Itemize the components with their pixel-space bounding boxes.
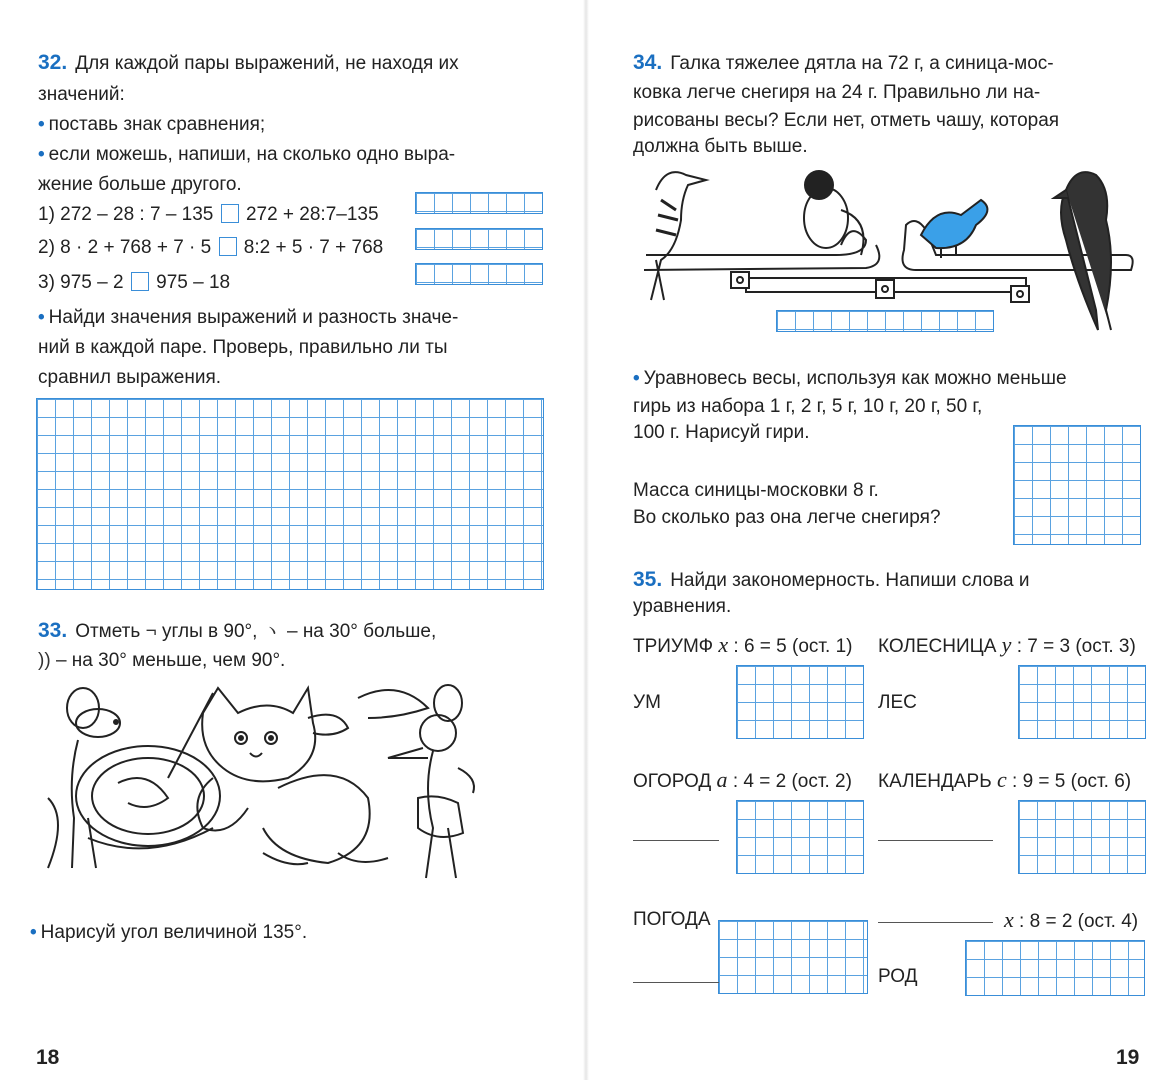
right-angle-mark-icon: ¬ (145, 621, 157, 642)
expression-2-left: 2) 8 · 2 + 768 + 7 · 5 (38, 237, 212, 258)
page-number-left: 18 (36, 1046, 60, 1069)
bullet-icon: • (38, 114, 45, 135)
task34-mass-line2: Во сколько раз она легче снегиря? (633, 507, 941, 528)
answer-grid-3[interactable] (415, 263, 543, 285)
task35-line2: уравнения. (633, 596, 732, 617)
task35-text: Найди закономерность. Напиши слова и (670, 570, 1030, 591)
task32-work-grid[interactable] (36, 398, 544, 590)
expression-row-1 (38, 200, 379, 230)
task32-line2: значений: (38, 84, 125, 105)
um-answer-grid[interactable] (736, 665, 864, 739)
task32-bullet3-cont2: сравнил выражения. (38, 367, 222, 388)
task32-bullet3 (38, 303, 458, 333)
task32-line1 (38, 48, 459, 79)
task34-line3: рисованы весы? Если нет, отметь чашу, которая (633, 110, 1060, 131)
task33-bullet1-text: Нарисуй угол величиной 135°. (40, 922, 308, 943)
word-triumf-equation (633, 630, 852, 662)
bullet-icon: • (633, 368, 640, 389)
task34-bullet1 (633, 364, 1067, 394)
task35-number: 35. (633, 568, 663, 591)
var-y: y (1001, 632, 1012, 657)
task34-bullet1-text: Уравновесь весы, используя как можно меньше (643, 368, 1067, 389)
page-right (586, 0, 1172, 1080)
ogorod-answer-grid[interactable] (736, 800, 864, 874)
task32-bullet3-text: Найди значения выражений и разность значе- (48, 307, 459, 328)
equation-5-line (1004, 905, 1138, 937)
task33-text-d: – на 30° меньше, чем 90°. (55, 650, 286, 671)
expression-row-3 (38, 268, 230, 298)
var-x-1: x (718, 632, 729, 657)
word-um: УМ (633, 692, 661, 713)
word-kalendar: КАЛЕНДАРЬ (878, 771, 992, 792)
word-triumf: ТРИУМФ (633, 636, 714, 657)
task34-text: Галка тяжелее дятла на 72 г, а синица-мос- (670, 53, 1054, 74)
acute-angle-mark-icon: )) (38, 650, 51, 671)
kalendar-answer-grid[interactable] (1018, 800, 1146, 874)
task34-number: 34. (633, 51, 663, 74)
word-rod: РОД (878, 966, 918, 987)
task34-bullet1-cont2: 100 г. Нарисуй гири. (633, 422, 810, 443)
word-blank-2[interactable] (878, 840, 993, 841)
pogoda-answer-grid[interactable] (718, 920, 868, 994)
answer-grid-1[interactable] (415, 192, 543, 214)
equation-3: : 4 = 2 (ост. 2) (727, 771, 852, 792)
task32-bullet1 (38, 110, 265, 140)
task32-bullet2 (38, 140, 455, 170)
task34-line1 (633, 48, 1054, 79)
task34-mass-line1: Масса синицы-московки 8 г. (633, 480, 879, 501)
word-blank-1[interactable] (633, 840, 719, 841)
task32-bullet1-text: поставь знак сравнения; (48, 114, 266, 135)
word-kolesnitsa: КОЛЕСНИЦА (878, 636, 997, 657)
task34-line2: ковка легче снегиря на 24 г. Правильно ли на- (633, 82, 1041, 103)
task32-bullet3-cont1: ний в каждой паре. Проверь, правильно ли ты (38, 337, 448, 358)
expression-1-left: 1) 272 – 28 : 7 – 135 (38, 204, 214, 225)
task33-text-b: углы в 90°, (161, 621, 258, 642)
word-blank-3[interactable] (633, 982, 719, 983)
task34-bullet1-cont1: гирь из набора 1 г, 2 г, 5 г, 10 г, 20 г, 50 г, (633, 396, 983, 417)
rod-answer-grid[interactable] (965, 940, 1145, 996)
task32-bullet2-text: если можешь, напиши, на сколько одно выра- (48, 144, 456, 165)
var-c: c (996, 767, 1007, 792)
word-kolesnitsa-equation (878, 630, 1136, 662)
equation-2: : 7 = 3 (ост. 3) (1011, 636, 1136, 657)
les-answer-grid[interactable] (1018, 665, 1146, 739)
task33-bullet1 (30, 918, 307, 948)
expression-3-right: 975 – 18 (156, 272, 231, 293)
word-blank-4[interactable] (878, 922, 993, 923)
equation-1: : 6 = 5 (ост. 1) (728, 636, 853, 657)
equation-5: : 8 = 2 (ост. 4) (1013, 911, 1139, 932)
page-number-right: 19 (1116, 1046, 1140, 1069)
obtuse-angle-mark-icon: ヽ (262, 621, 282, 642)
task33-text-c: – на 30° больше, (286, 621, 437, 642)
word-ogorod-equation (633, 765, 852, 797)
word-les: ЛЕС (878, 692, 917, 713)
cat-and-mice-illustration (38, 678, 498, 893)
expression-3-left: 3) 975 – 2 (38, 272, 124, 293)
answer-grid-2[interactable] (415, 228, 543, 250)
bullet-icon: • (30, 922, 37, 943)
task33-line1 (38, 616, 436, 647)
task32-text: Для каждой пары выражений, не находя их (75, 53, 459, 74)
bullet-icon: • (38, 307, 45, 328)
weights-answer-grid[interactable] (1013, 425, 1141, 545)
var-a: a (716, 767, 728, 792)
task33-text-a: Отметь (75, 621, 141, 642)
word-kalendar-equation (878, 765, 1131, 797)
equation-4: : 9 = 5 (ост. 6) (1006, 771, 1132, 792)
task33-line2 (38, 646, 285, 676)
expression-2-right: 8:2 + 5 · 7 + 768 (243, 237, 384, 258)
task32-bullet2-cont: жение больше другого. (38, 174, 242, 195)
comparison-box-1[interactable] (221, 204, 239, 223)
comparison-box-2[interactable] (219, 237, 237, 256)
task32-number: 32. (38, 51, 68, 74)
expression-row-2 (38, 233, 383, 263)
task33-number: 33. (38, 619, 68, 642)
word-ogorod: ОГОРОД (633, 771, 712, 792)
task34-line4: должна быть выше. (633, 136, 808, 157)
scale-answer-grid[interactable] (776, 310, 994, 332)
bullet-icon: • (38, 144, 45, 165)
word-pogoda: ПОГОДА (633, 909, 711, 930)
comparison-box-3[interactable] (131, 272, 149, 291)
var-x-2: x (1004, 907, 1014, 932)
expression-1-right: 272 + 28:7–135 (245, 204, 379, 225)
